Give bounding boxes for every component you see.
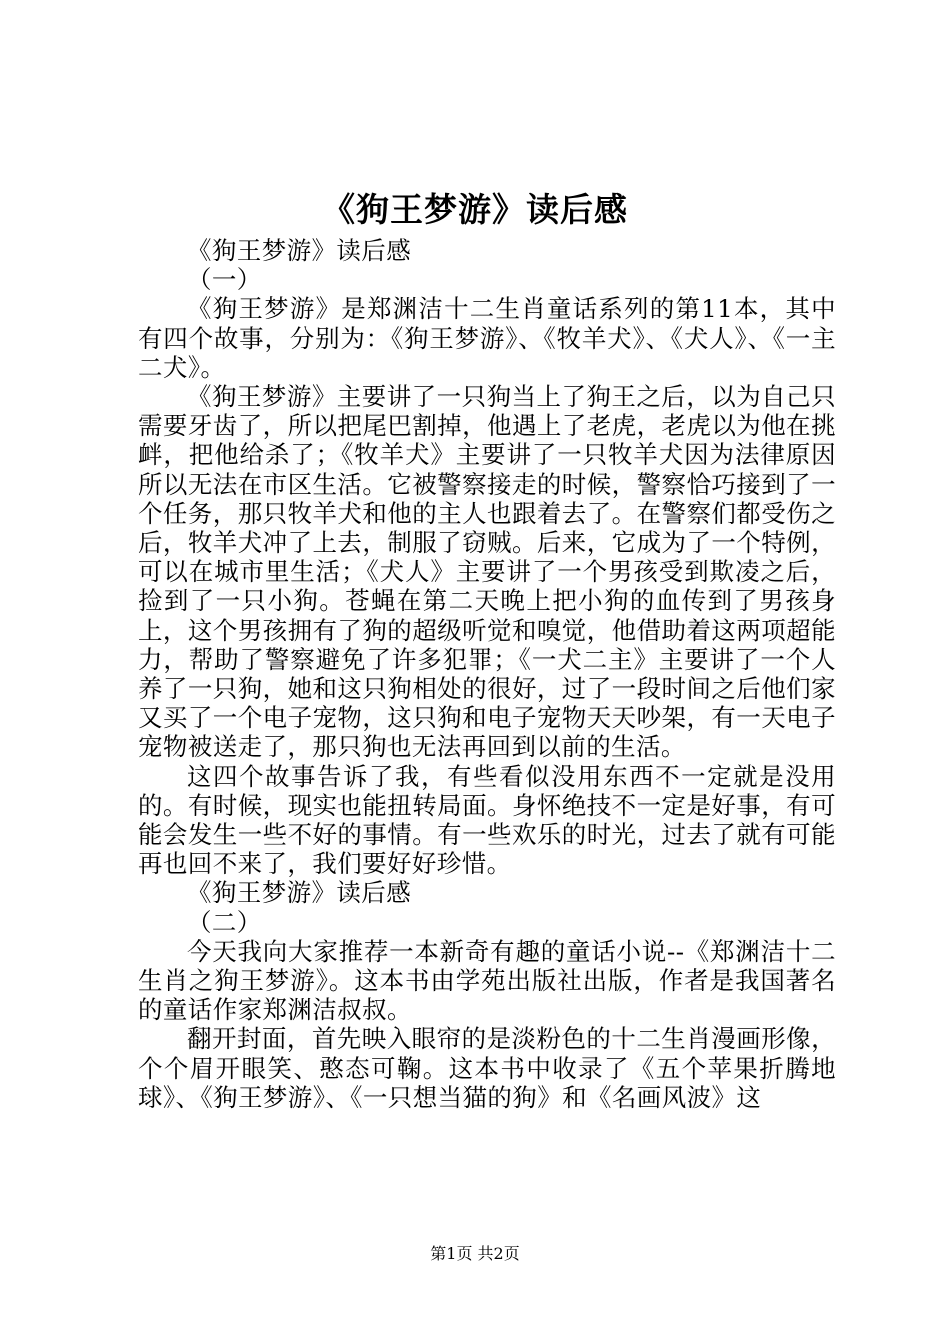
paragraph-recommend: 今天我向大家推荐一本新奇有趣的童话小说--《郑渊洁十二生肖之狗王梦游》。这本书由学苑出版社出版，作者是我国著名的童话作家郑渊洁叔叔。: [138, 936, 836, 1025]
page-footer: 第1页 共2页: [430, 1244, 520, 1263]
paragraph-cover: 翻开封面，首先映入眼帘的是淡粉色的十二生肖漫画形像，个个眉开眼笑、憨态可鞠。这本书中收录了《五个苹果折腾地球》、《狗王梦游》、《一只想当猫的狗》和《名画风波》这: [138, 1024, 836, 1112]
paragraph-summary: 《狗王梦游》主要讲了一只狗当上了狗王之后，以为自己只需要牙齿了，所以把尾巴割掉，他遇上了老虎，老虎以为他在挑衅，把他给杀了；《牧羊犬》主要讲了一只牧羊犬因为法律原因所以无法在市区生活。它被警察接走的时候，警察恰巧接到了一个任务，那只牧羊犬和他的主人也跟着去了。在警察们都受伤之后，牧羊犬冲了上去，制服了窃贼。后来，它成为了一个特例，可以在城市里生活；《犬人》主要讲了一个男孩受到欺凌之后，捡到了一只小狗。苍蝇在第二天晚上把小狗的血传到了男孩身上，这个男孩拥有了狗的超级听觉和嗅觉，他借助着这两项超能力，帮助了警察避免了许多犯罪；《一犬二主》主要讲了一个人养了一只狗，她和这只狗相处的很好，过了一段时间之后他们家又买了一个电子宠物，这只狗和电子宠物天天吵架，有一天电子宠物被送走了，那只狗也无法再回到以前的生活。: [138, 382, 836, 762]
paragraph-subtitle-2: 《狗王梦游》读后感: [187, 878, 412, 908]
paragraph-subtitle-1: 《狗王梦游》读后感: [187, 236, 412, 265]
document-body: [138, 236, 836, 1112]
paragraph-intro: 《狗王梦游》是郑渊洁十二生肖童话系列的第11本，其中有四个故事，分别为：《狗王梦游》、《牧羊犬》、《犬人》、《一主二犬》。: [138, 294, 836, 382]
paragraph-lesson: 这四个故事告诉了我，有些看似没用东西不一定就是没用的。有时候，现实也能扭转局面。身怀绝技不一定是好事，有可能会发生一些不好的事情。有一些欢乐的时光，过去了就有可能再也回不来了，我们要好好珍惜。: [138, 761, 836, 879]
paragraph-section-2: （二）: [187, 907, 262, 937]
document-title: 《狗王梦游》读后感: [322, 190, 628, 229]
paragraph-section-1: （一）: [187, 265, 262, 295]
